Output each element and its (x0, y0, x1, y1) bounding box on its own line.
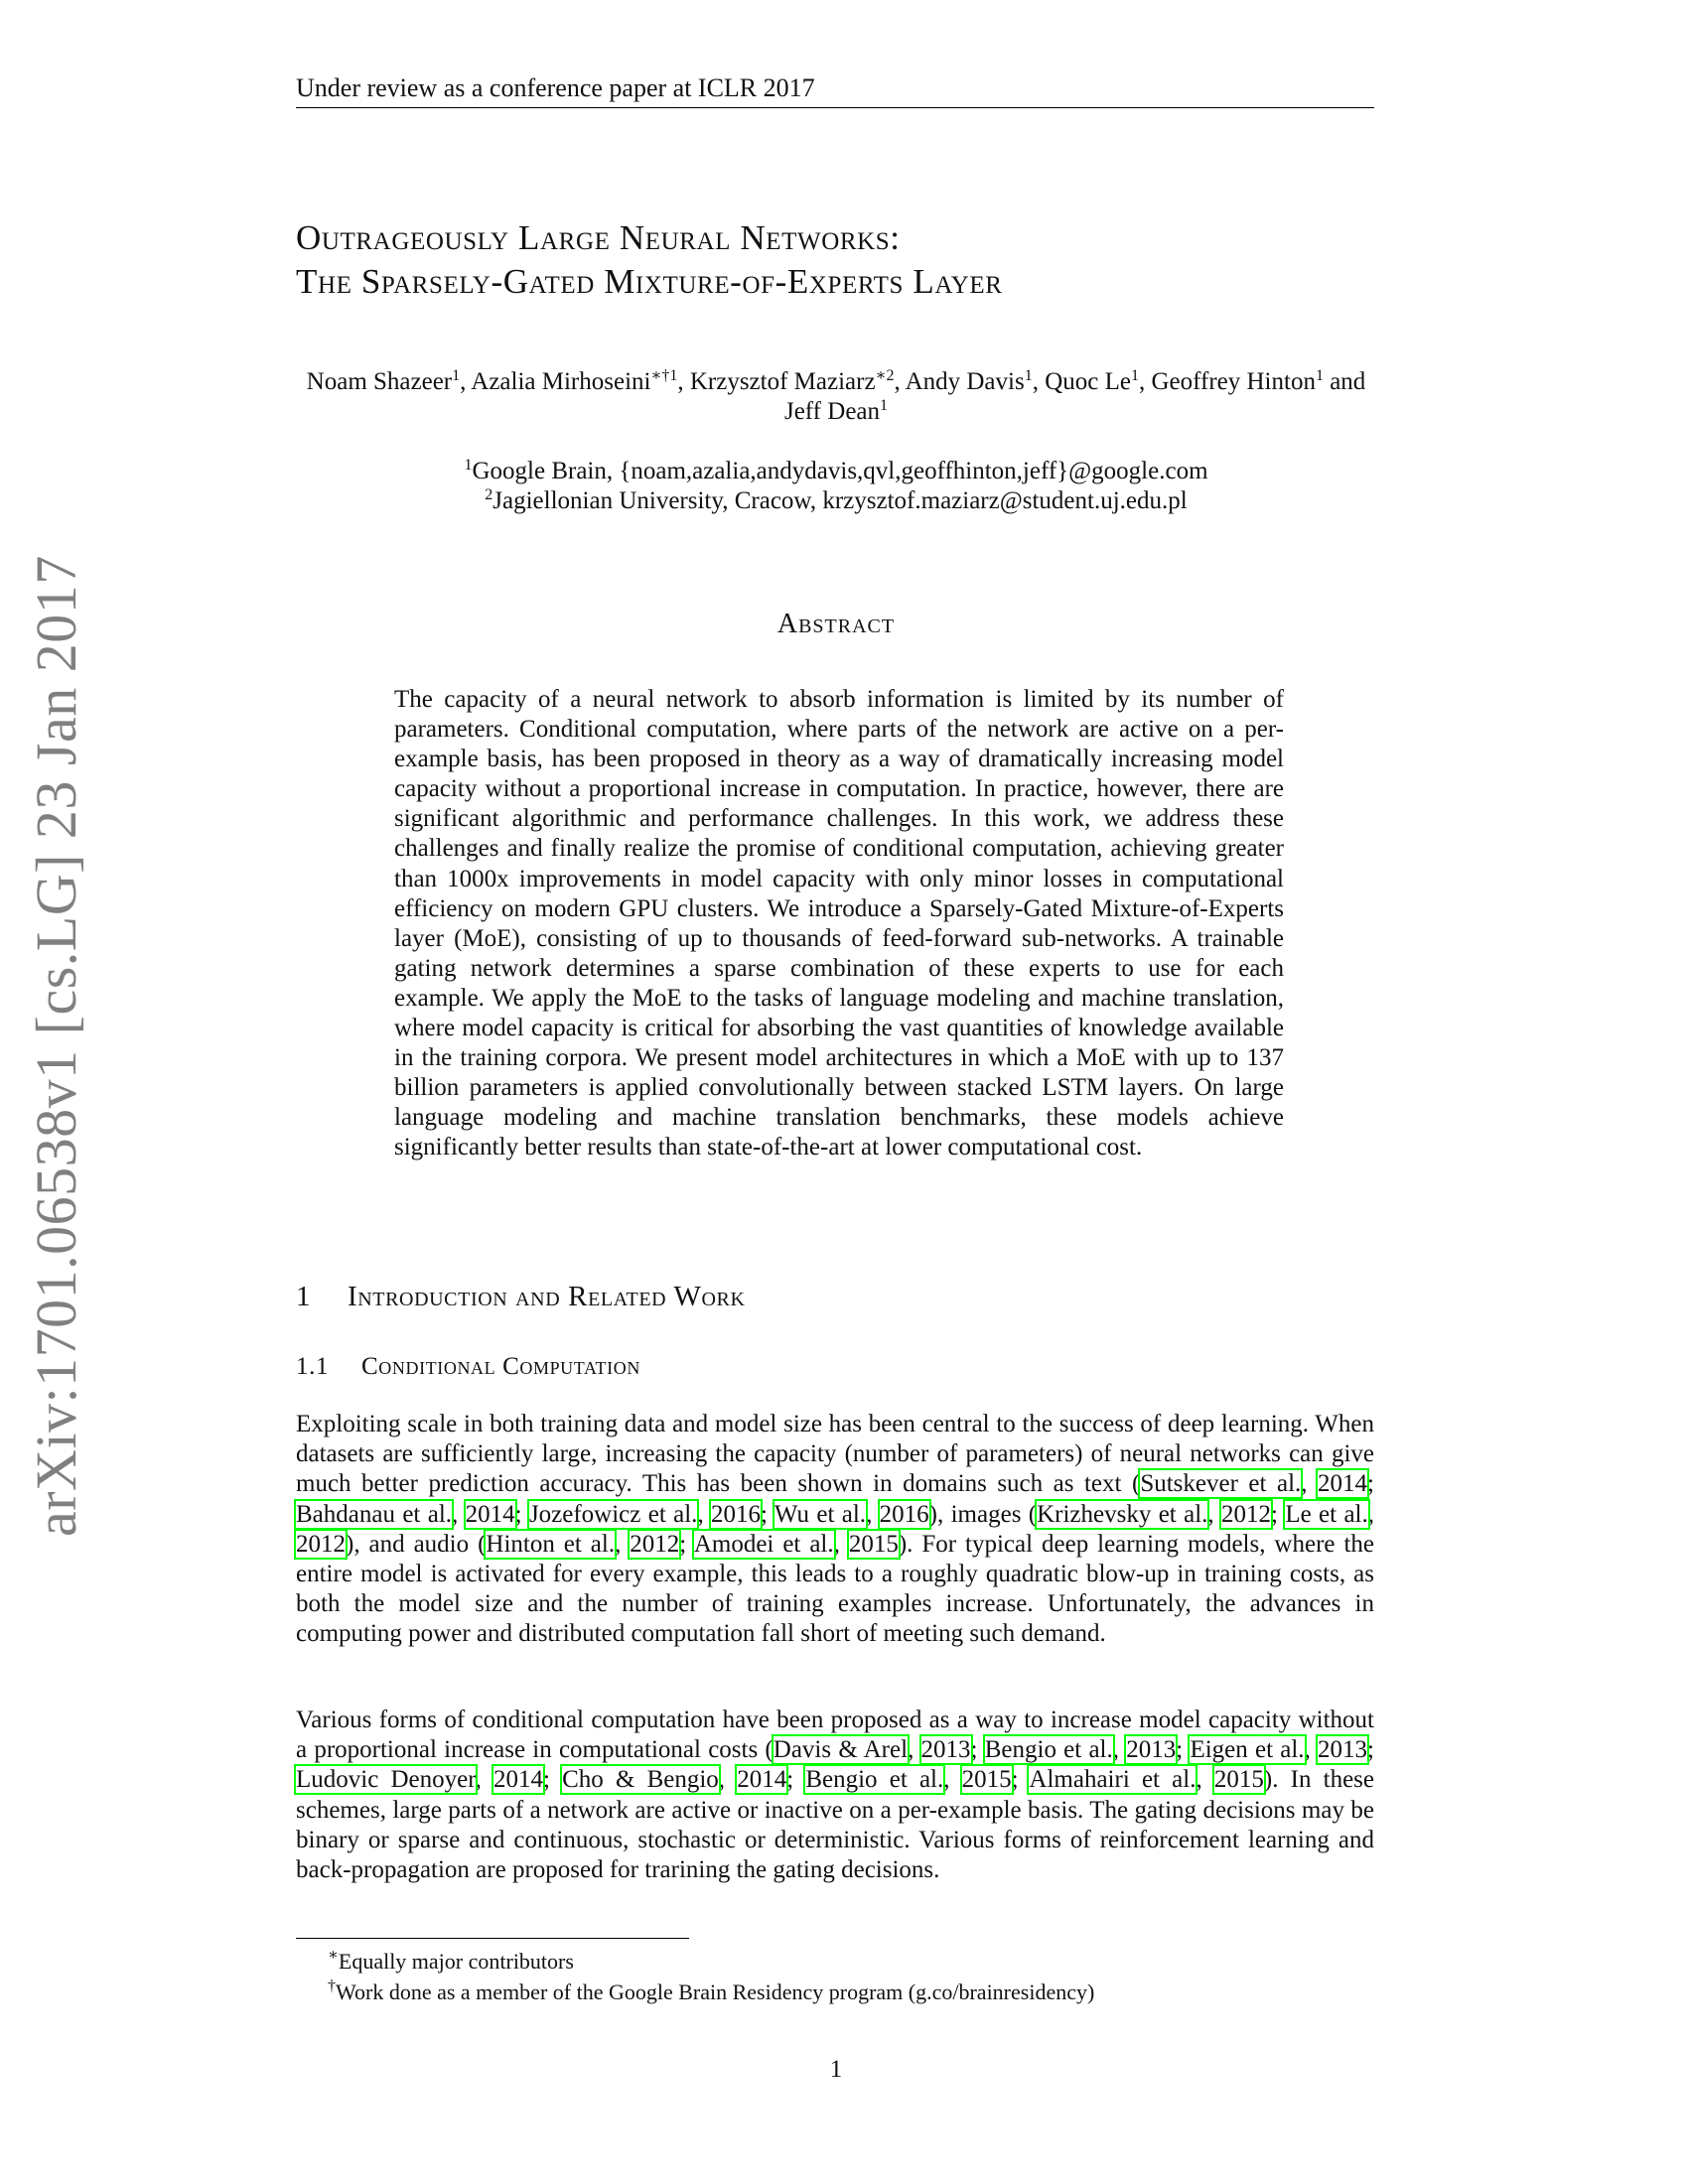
section-title: Introduction and Related Work (348, 1281, 746, 1312)
citation-year-link[interactable]: 2012 (630, 1530, 680, 1558)
author-name: Jeff Dean (783, 398, 881, 425)
subsection-heading (296, 1352, 1374, 1382)
running-head: Under review as a conference paper at ICLR 2017 (296, 71, 1374, 108)
author-name: Geoffrey Hinton (1151, 368, 1316, 395)
citation-year-link[interactable]: 2014 (1318, 1470, 1368, 1498)
citation-year-link[interactable]: 2015 (1213, 1766, 1264, 1794)
author-name: Andy Davis (905, 368, 1025, 395)
citation-year-link[interactable]: 2014 (465, 1500, 515, 1528)
citation-link[interactable]: Sutskever et al. (1140, 1470, 1302, 1498)
citation-year-link[interactable]: 2013 (1318, 1736, 1368, 1764)
section-number: 1 (296, 1281, 312, 1312)
footnote-text: Work done as a member of the Google Brain Residency program (g.co/brainresidency) (336, 1979, 1095, 2004)
paragraph-text: ), and audio ( (346, 1530, 487, 1558)
citation-link[interactable]: Eigen et al. (1190, 1736, 1305, 1764)
citation-link[interactable]: Amodei et al. (693, 1530, 834, 1558)
author-list: Noam Shazeer$^1$, Azalia Mirhoseini$^{∗\dagger 1}$, Krzysztof Maziarz$^{∗2}$, Andy Davis$^1$, Quoc Le$^1$, Geoffrey Hinton$^1$ and Jeff Dean$^1$ (306, 367, 1366, 425)
footnote-marker: † (328, 1978, 336, 1994)
author-marker: 1 (1315, 367, 1324, 384)
citation-year-link[interactable]: 2013 (1126, 1736, 1177, 1764)
citation-year-link[interactable]: 2014 (737, 1766, 787, 1794)
citation-year-link[interactable]: 2012 (1221, 1500, 1272, 1528)
paper-title (296, 216, 1388, 304)
citation-link[interactable]: Bahdanau et al. (296, 1500, 453, 1528)
author-name: Quoc Le (1045, 368, 1131, 395)
affiliation-text: Jagiellonian University, Cracow, krzysztof.maziarz@student.uj.edu.pl (492, 487, 1188, 514)
affiliation-2 (298, 486, 1374, 516)
footnote-2 (328, 1977, 1374, 2007)
author-marker: ∗2 (875, 367, 895, 384)
author-conjunction: and (1330, 368, 1366, 395)
footnote-text: Equally major contributors (338, 1949, 574, 1974)
citation-link[interactable]: Cho & Bengio (562, 1766, 719, 1794)
paragraph-text: ), images ( (928, 1500, 1038, 1528)
citation-link[interactable]: Wu et al. (774, 1500, 867, 1528)
citation-year-link[interactable]: 2015 (848, 1530, 899, 1558)
citation-link[interactable]: Almahairi et al. (1029, 1766, 1196, 1794)
abstract-heading: Abstract (776, 609, 896, 639)
footnote-marker: ∗ (328, 1947, 339, 1964)
citation-year-link[interactable]: 2012 (296, 1530, 346, 1558)
affiliation-text: Google Brain, {noam,azalia,andydavis,qvl,geoffhinton,jeff}@google.com (472, 458, 1208, 484)
citation-link[interactable]: Jozefowicz et al. (528, 1500, 698, 1528)
author-marker: 1 (1024, 367, 1033, 384)
subsection-number: 1.1 (296, 1353, 330, 1380)
author-marker: 1 (1130, 367, 1139, 384)
author-marker: 1 (452, 367, 461, 384)
citation-link[interactable]: Bengio et al. (805, 1766, 944, 1794)
page-number: 1 (829, 2056, 843, 2083)
paragraph-text: Exploiting scale in both training data and model size has been central to the success of deep learning. When datasets are sufficiently large, increasing the capacity (number of parameters) of neural networks can give much better prediction accuracy. This has been shown in domains such as text ( (296, 1411, 1374, 1498)
paragraph-text: ). For typical deep learning models, where the entire model is activated for every example, this leads to a roughly quadratic blow-up in training costs, as both the model size and the number of training examples increase. Unfortunately, the advances in computing power and distributed computation fall short of meeting such demand. (296, 1530, 1374, 1648)
author-name: Krzysztof Maziarz (689, 368, 876, 395)
citation-link[interactable]: Hinton et al. (486, 1530, 616, 1558)
citation-year-link[interactable]: 2013 (920, 1736, 971, 1764)
arxiv-stamp: arXiv:1701.06538v1 [cs.LG] 23 Jan 2017 (24, 555, 88, 1537)
footnotes (328, 1946, 1374, 2007)
paragraph-text: Various forms of conditional computation have been proposed as a way to increase model capacity without a proportional increase in computational costs ( (296, 1706, 1374, 1764)
citation-year-link[interactable]: 2015 (961, 1766, 1012, 1794)
footnote-divider (296, 1938, 689, 1939)
citation-year-link[interactable]: 2016 (711, 1500, 762, 1528)
section-heading (296, 1279, 1374, 1314)
body-paragraph-1: Exploiting scale in both training data and model size has been central to the success of deep learning. When datasets are sufficiently large, increasing the capacity (number of parameters) of neural networks can give much better prediction accuracy. This has been shown in domains such as text (Sutskever et al., 2014; Bahdanau et al., 2014; Jozefowicz et al., 2016; Wu et al., 2016), images (Krizhevsky et al., 2012; Le et al., 2012), and audio (Hinton et al., 2012; Amodei et al., 2015). For typical deep learning models, where the entire model is activated for every example, this leads to a roughly quadratic blow-up in training costs, as both the model size and the number of training examples increase. Unfortunately, the advances in computing power and distributed computation fall short of meeting such demand. (296, 1411, 1374, 1648)
citation-link[interactable]: Davis & Arel (773, 1736, 909, 1764)
citation-year-link[interactable]: 2016 (879, 1500, 929, 1528)
body-paragraph-2: Various forms of conditional computation have been proposed as a way to increase model capacity without a proportional increase in computational costs (Davis & Arel, 2013; Bengio et al., 2013; Eigen et al., 2013; Ludovic Denoyer, 2014; Cho & Bengio, 2014; Bengio et al., 2015; Almahairi et al., 2015). In these schemes, large parts of a network are active or inactive on a per-example basis. The gating decisions may be binary or sparse and continuous, stochastic or deterministic. Various forms of reinforcement learning and back-propagation are proposed for trarining the gating decisions. (296, 1706, 1374, 1884)
citation-link[interactable]: Ludovic Denoyer (296, 1766, 476, 1794)
title-line-2: The Sparsely-Gated Mixture-of-Experts Layer (296, 262, 1003, 301)
affiliation-marker: 2 (485, 486, 493, 503)
author-name: Noam Shazeer (306, 368, 453, 395)
paragraph-text: ). In these schemes, large parts of a network are active or inactive on a per-example basis. The gating decisions may be binary or sparse and continuous, stochastic or deterministic. Various forms of reinforcement learning and back-propagation are proposed for trarining the gating decisions. (296, 1766, 1374, 1884)
citation-link[interactable]: Bengio et al. (984, 1736, 1113, 1764)
affiliation-marker: 1 (464, 457, 473, 474)
citation-link[interactable]: Krizhevsky et al. (1037, 1500, 1208, 1528)
author-marker: 1 (880, 397, 889, 414)
abstract-text: The capacity of a neural network to absorb information is limited by its number of parameters. Conditional computation, where parts of the network are active on a per-example basis, has been proposed in theory as a way of dramatically increasing model capacity without a proportional increase in computation. In practice, however, there are significant algorithmic and performance challenges. In this work, we address these challenges and finally realize the promise of conditional computation, achieving greater than 1000x improvements in model capacity with only minor losses in computational efficiency on modern GPU clusters. We introduce a Sparsely-Gated Mixture-of-Experts layer (MoE), consisting of up to thousands of feed-forward sub-networks. A trainable gating network determines a sparse combination of these experts to use for each example. We apply the MoE to the tasks of language modeling and machine translation, where model capacity is critical for absorbing the vast quantities of knowledge available in the training corpora. We present model architectures in which a MoE with up to 137 billion parameters is applied convolutionally between stacked LSTM layers. On large language modeling and machine translation benchmarks, these models achieve significantly better results than state-of-the-art at lower computational cost. (394, 686, 1284, 1161)
citation-link[interactable]: Le et al. (1285, 1500, 1368, 1528)
author-marker: ∗†1 (650, 367, 678, 384)
footnote-1 (328, 1946, 1374, 1977)
subsection-title: Conditional Computation (361, 1353, 640, 1380)
affiliation-1 (298, 457, 1374, 486)
title-line-1: Outrageously Large Neural Networks: (296, 218, 901, 257)
citation-year-link[interactable]: 2014 (492, 1766, 543, 1794)
affiliations (298, 457, 1374, 516)
author-name: Azalia Mirhoseini (471, 368, 651, 395)
